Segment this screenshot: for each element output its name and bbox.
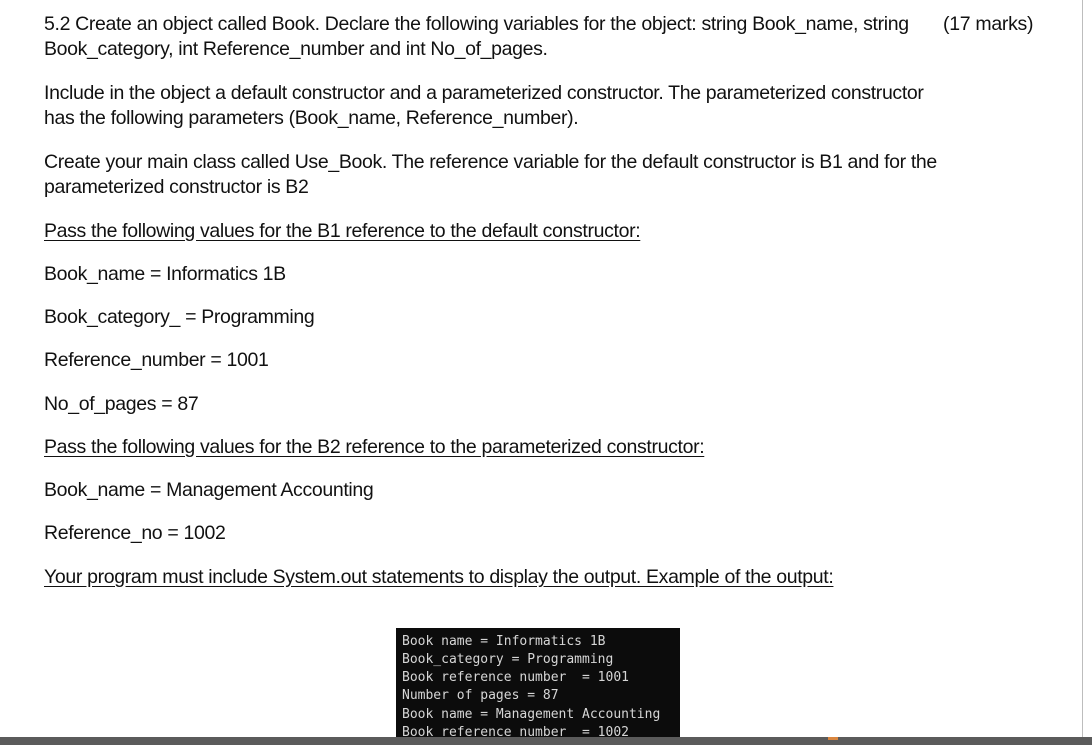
question-line-2: Book_category, int Reference_number and int No_of_pages.: [44, 38, 548, 60]
b1-value-reference-number: Reference_number = 1001: [44, 349, 269, 371]
output-heading: Your program must include System.out statements to display the output. Example of the output:: [44, 566, 834, 588]
question-line-1: 5.2 Create an object called Book. Declare the following variables for the object: string Book_name, string: [44, 13, 909, 35]
constructor-paragraph-line-2: has the following parameters (Book_name, Reference_number).: [44, 107, 579, 129]
main-class-paragraph-line-2: parameterized constructor is B2: [44, 176, 309, 198]
constructor-paragraph-line-1: Include in the object a default constructor and a parameterized constructor. The parameterized constructor: [44, 82, 924, 104]
main-class-paragraph-line-1: Create your main class called Use_Book. The reference variable for the default constructor is B1 and for the: [44, 151, 937, 173]
b1-value-book-name: Book_name = Informatics 1B: [44, 263, 286, 285]
console-line: Number of pages = 87: [402, 688, 559, 703]
window-bottom-bar: [0, 737, 1092, 745]
page-edge-divider: [1082, 0, 1083, 737]
console-line: Book reference number = 1002: [402, 725, 629, 737]
console-line: Book_category = Programming: [402, 652, 614, 667]
bottom-bar-accent: [828, 737, 838, 740]
b2-heading: Pass the following values for the B2 reference to the parameterized constructor:: [44, 436, 705, 458]
console-output-screenshot: [396, 628, 680, 737]
marks-label: (17 marks): [943, 13, 1034, 35]
console-line: Book name = Management Accounting: [402, 707, 661, 722]
console-line: Book name = Informatics 1B: [402, 634, 606, 649]
b2-value-reference-no: Reference_no = 1002: [44, 522, 226, 544]
b1-value-book-category: Book_category_ = Programming: [44, 306, 315, 328]
console-line: Book reference number = 1001: [402, 670, 629, 685]
b1-heading: Pass the following values for the B1 reference to the default constructor:: [44, 220, 641, 242]
b1-value-no-of-pages: No_of_pages = 87: [44, 393, 199, 415]
b2-value-book-name: Book_name = Management Accounting: [44, 479, 374, 501]
